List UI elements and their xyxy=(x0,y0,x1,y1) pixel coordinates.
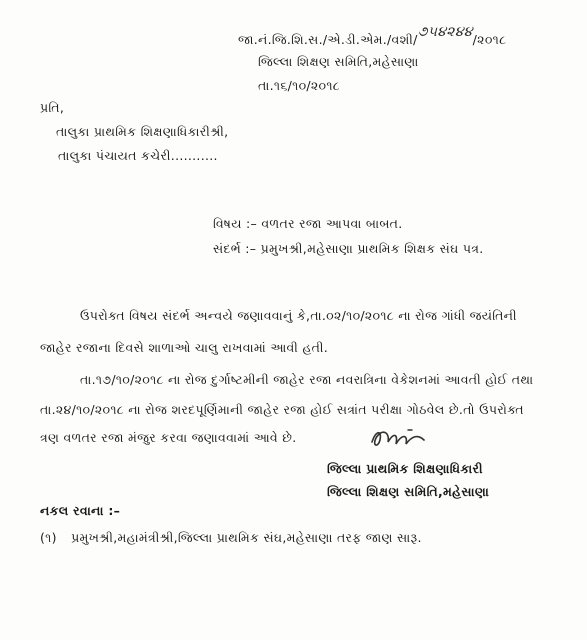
body-paragraph1-line1: ઉપરોક્ત વિષય સંદર્ભ અન્વયે જણાવવાનું કે,તા.૦૨/૧૦/૨૦૧૮ ના રોજ ગાંધી જયંતિની xyxy=(80,308,517,323)
body-paragraph2-line2: તા.૨૪/૧૦/૨૦૧૮ ના રોજ શરદપૂર્ણિમાની જાહેર રજા હોઈ સત્રાંત પરીક્ષા ગોઠવેલ છે.તો ઉપરોક્ત xyxy=(40,402,524,417)
letter-date: તા.૧૬/૧૦/૨૦૧૮ xyxy=(258,78,340,93)
addressee-prati: પ્રતિ, xyxy=(40,100,65,115)
reference-number xyxy=(238,24,507,48)
signature-title-2: જિલ્લા શિક્ષણ સમિતિ,મહેસાણા xyxy=(327,484,490,499)
subject-line: વિષય :– વળતર રજા આપવા બાબત. xyxy=(213,216,403,231)
copy-heading: નકલ રવાના :– xyxy=(40,503,121,518)
body-paragraph2-line3: ત્રણ વળતર રજા મંજુર કરવા જણાવવામાં આવે છે. xyxy=(40,430,297,445)
signature-scribble xyxy=(368,424,438,454)
office-name: જિલ્લા શિક્ષણ સમિતિ,મહેસાણા xyxy=(258,54,419,69)
signature-title-1: જિલ્લા પ્રાથમિક શિક્ષણાધિકારી xyxy=(327,461,483,476)
addressee-line1: તાલુકા પ્રાથમિક શિક્ષણાધિકારીશ્રી, xyxy=(56,124,229,139)
reference-year: /૨૦૧૮ xyxy=(472,32,507,47)
reference-line: સંદર્ભ :– પ્રમુખશ્રી,મહેસાણા પ્રાથમિક શિક્ષક સંઘ પત્ર. xyxy=(213,241,484,256)
body-paragraph2-line1: તા.૧૭/૧૦/૨૦૧૮ ના રોજ દુર્ગાષ્ટમીની જાહેર રજા નવરાત્રિના વેકેશનમાં આવતી હોઈ તથા xyxy=(80,372,534,387)
reference-prefix: જા.નં.જિ.શિ.સ./એ.ડી.એમ./વશી/ xyxy=(238,32,418,47)
reference-handwritten: ૭૫૪૨૪૪ xyxy=(417,24,473,40)
addressee-line2: તાલુકા પંચાયત કચેરી........... xyxy=(58,148,218,163)
copy-item-number: (૧) xyxy=(40,530,57,545)
copy-item-1 xyxy=(40,530,422,546)
copy-item-text: પ્રમુખશ્રી,મહામંત્રીશ્રી,જિલ્લા પ્રાથમિક સંઘ,મહેસાણા તરફ જાણ સારૂ. xyxy=(71,530,422,545)
body-paragraph1-line2: જાહેર રજાના દિવસે શાળાઓ ચાલુ રાખવામાં આવી હતી. xyxy=(40,340,329,355)
